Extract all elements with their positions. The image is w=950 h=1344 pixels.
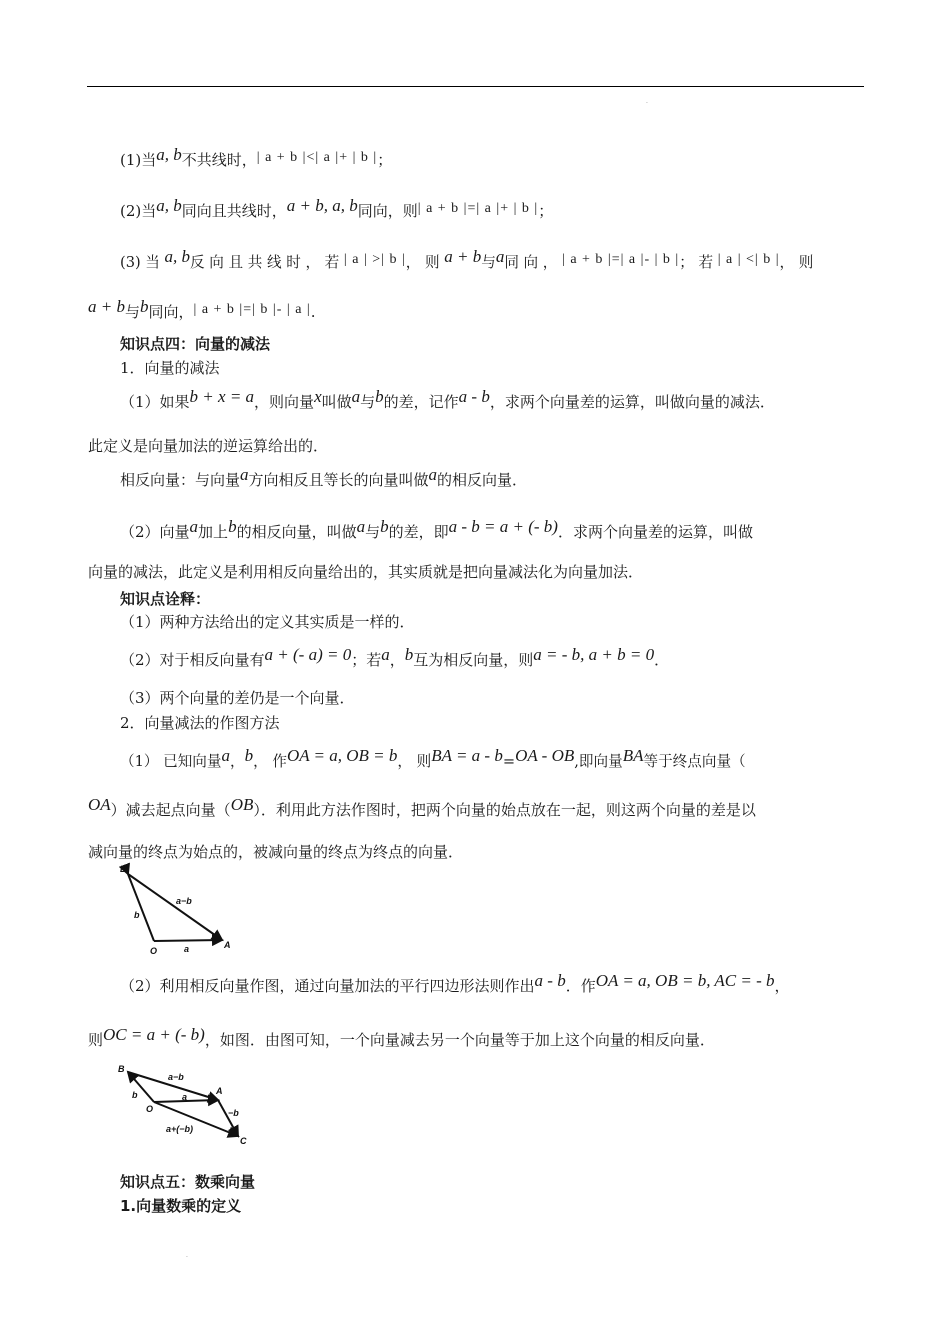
header-rule <box>87 86 864 87</box>
method-2-cont: 则OC = a + (- b)，如图．由图可知，一个向量减去另一个向量等于加上这个向量的相反向量． <box>88 1025 715 1049</box>
dot-mark: . <box>646 98 648 105</box>
vector-AC-line <box>218 1100 238 1136</box>
method-1-line: （1） 已知向量a，b， 作OA = a, OB = b， 则BA = a - b=OA - OB,即向量BA等于终点向量（ <box>120 746 746 770</box>
definition-2-cont: 向量的减法，此定义是利用相反向量给出的，其实质就是把向量减法化为向量加法． <box>88 563 644 581</box>
label-A: A <box>224 940 231 950</box>
case-3-line-cont: a + b与b同向，| a + b |=| b |- | a |. <box>88 297 316 321</box>
case-2-line: (2)当a, b同向且共线时，a + b, a, b同向，则| a + b |=| a |+ | b |； <box>120 196 554 220</box>
case-1-line: (1)当a, b不共线时，| a + b |<| a |+ | b |； <box>120 145 393 169</box>
label-neg-b: −b <box>228 1108 239 1118</box>
label-B: B <box>118 1064 125 1074</box>
opposite-vector-line: 相反向量：与向量a方向相反且等长的向量叫做a的相反向量． <box>120 465 528 489</box>
note-2: （2）对于相反向量有a + (- a) = 0；若a，b互为相反向量，则a = - b, a + b = 0． <box>120 645 670 669</box>
definition-1-cont: 此定义是向量加法的逆运算给出的． <box>88 437 329 455</box>
note-1: （1）两种方法给出的定义其实质是一样的． <box>120 613 415 631</box>
label-O: O <box>146 1104 154 1114</box>
section-heading-4: 知识点四：向量的减法 <box>120 335 271 353</box>
vector-a-line <box>154 940 222 941</box>
label-B: B <box>120 864 127 874</box>
label-a-minus-b: a−b <box>176 896 192 906</box>
method-1-cont: OA）减去起点向量（OB）．利用此方法作图时，把两个向量的始点放在一起，则这两个向量的差是以 <box>88 795 756 819</box>
label-b: b <box>132 1090 138 1100</box>
case-3-line: (3) 当 a, b反 向 且 共 线 时 ， 若 | a | >| b |， 则 a + b与a同 向 ， | a + b |=| a |- | b |； 若 | a | <| b |， 则 <box>120 247 814 271</box>
note-heading: 知识点诠释： <box>120 590 211 608</box>
vector-a-minus-b-line <box>128 874 222 940</box>
subsection-1: 1．向量的减法 <box>120 359 220 377</box>
figure-parallelogram-subtraction <box>112 1060 252 1146</box>
definition-2-line: （2）向量a加上b的相反向量，叫做a与b的差，即a - b = a + (- b)．求两个向量差的运算，叫做 <box>120 517 753 541</box>
label-A: A <box>216 1086 223 1096</box>
subsection-3: 1.向量数乘的定义 <box>120 1197 242 1215</box>
label-a-minus-b: a−b <box>168 1072 184 1082</box>
label-a-plus-neg-b: a+(−b) <box>166 1124 194 1134</box>
figure-triangle-subtraction <box>112 860 242 956</box>
label-b: b <box>134 910 140 920</box>
section-heading-5: 知识点五：数乘向量 <box>120 1173 256 1191</box>
label-a: a <box>182 1092 188 1102</box>
label-O: O <box>150 946 158 956</box>
label-C: C <box>240 1136 247 1146</box>
definition-1-line: （1）如果b + x = a，则向量x叫做a与b的差，记作a - b，求两个向量差的运算，叫做向量的减法． <box>120 387 775 411</box>
method-2-line: （2）利用相反向量作图，通过向量加法的平行四边形法则作出a - b．作OA = a, OB = b, AC = - b， <box>120 971 790 995</box>
label-a: a <box>184 944 190 954</box>
method-1-cont-2: 减向量的终点为始点的，被减向量的终点为终点的向量． <box>88 843 464 861</box>
subsection-2: 2．向量减法的作图方法 <box>120 714 280 732</box>
dot-mark: . <box>186 1252 188 1259</box>
note-3: （3）两个向量的差仍是一个向量． <box>120 689 355 707</box>
